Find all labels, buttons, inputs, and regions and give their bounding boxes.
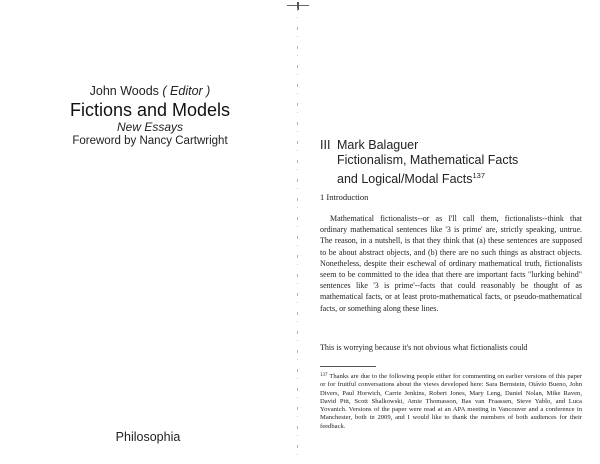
footnote-rule: [320, 366, 376, 367]
gutter-binding-line: [297, 8, 298, 458]
footnote-number: 137: [320, 373, 328, 378]
chapter-title-line-1: Fictionalism, Mathematical Facts: [337, 153, 519, 167]
body-paragraph-1: Mathematical fictionalists--or as I'll call them, fictionalists--think that ordinary mathematical sentences like '3 is prime' are, strictly speaking, untrue. The reason, in a nutshell, is that they think that (a) these sentences are supposed to be about abstract objects, and (b) there are no such things as abstract objects. Nonetheless, despite their eschewal of ordinary mathematical truth, fictionalists seem to be committed to the idea that there are important facts "lurking behind" sentences like '3 is prime'--facts that could reasonably be thought of as mathematical facts, or at least proto-mathematical facts, or pseudo-mathematical facts, or something along these lines.: [320, 214, 582, 313]
chapter-heading: [320, 138, 580, 187]
section-heading: 1 Introduction: [320, 192, 369, 202]
publisher-name: Philosophia: [115, 430, 181, 444]
book-title: Fictions and Models: [69, 100, 231, 120]
chapter-page: [310, 0, 600, 464]
body-paragraph-2: This is worrying because it's not obvious what fictionalists could: [320, 343, 528, 352]
chapter-title-line-2-text: and Logical/Modal Facts: [337, 172, 473, 186]
chapter-number: III: [320, 138, 331, 152]
page-gutter: [287, 0, 309, 464]
title-block: [52, 84, 248, 148]
title-page: [0, 0, 296, 464]
chapter-footnote-ref: 137: [472, 171, 486, 180]
chapter-author-line: [320, 138, 580, 153]
footnote: [320, 372, 582, 431]
book-subtitle: New Essays: [116, 120, 184, 134]
editor-line: [52, 84, 248, 99]
foreword-credit: Foreword by Nancy Cartwright: [72, 135, 228, 147]
chapter-title-line-2: [320, 168, 580, 187]
chapter-author: Mark Balaguer: [337, 138, 419, 152]
footnote-text: Thanks are due to the following people either for commenting on earlier versions of this paper or for fruitful conversations about the views developed here: Sara Bernstein, Otávio Bueno, John Divers, Paul Horwich, Carrie Jenkins, Robert Jones, Mary Leng, Daniel Nolan, Mike Raven, David Pitt, Scott Shalkowski, Amie Thomasson, Bas van Fraassen, Steve Yablo, and Luca Yovanich. Versions of the paper were read at an APA meeting in Vancouver and a conference in Manchester, both in 2009, and I would like to thank the members of both audiences for their feedback.: [320, 373, 583, 430]
editor-name: John Woods: [89, 84, 159, 98]
editor-role: ( Editor ): [162, 84, 211, 98]
